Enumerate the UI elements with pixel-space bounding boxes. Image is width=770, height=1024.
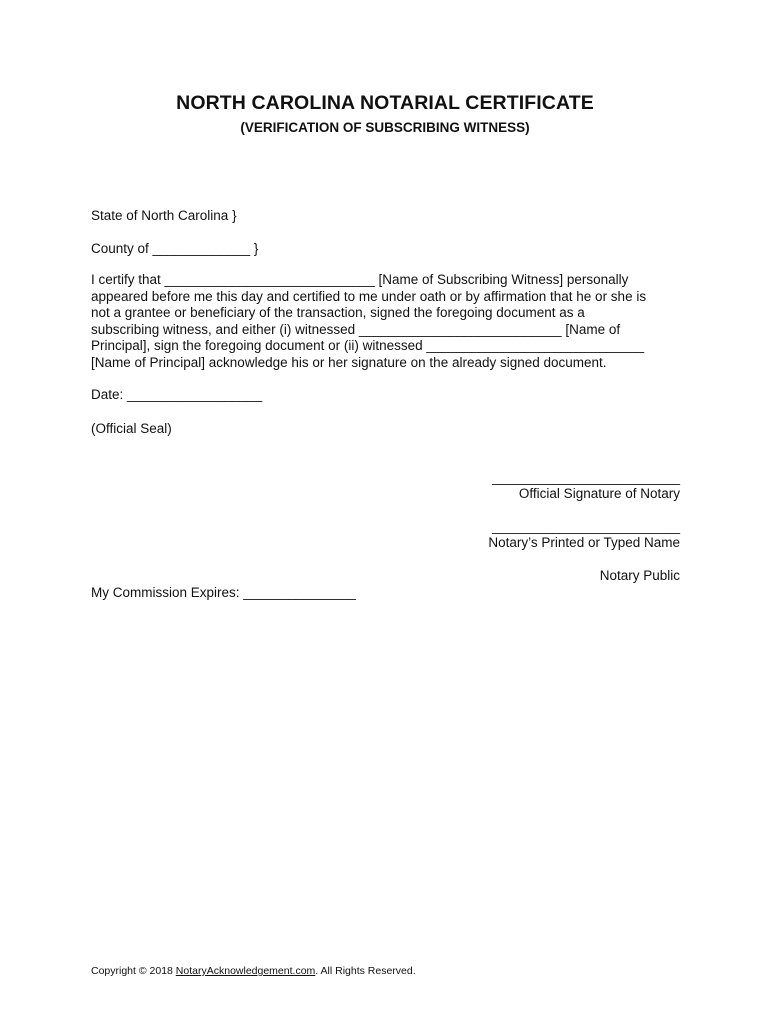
notary-public-label: Notary Public — [599, 568, 680, 583]
copyright-suffix: . All Rights Reserved. — [315, 965, 416, 977]
official-seal-label: (Official Seal) — [91, 421, 172, 436]
signature-blank: _________________________ — [492, 470, 680, 485]
county-line: County of _____________ } — [91, 241, 259, 256]
notary-acknowledgement-link[interactable]: NotaryAcknowledgement.com — [175, 965, 316, 977]
signature-label: Official Signature of Notary — [518, 486, 680, 501]
document-title: NORTH CAROLINA NOTARIAL CERTIFICATE — [176, 92, 594, 114]
date-line: Date: __________________ — [91, 387, 263, 402]
copyright-footer — [91, 965, 416, 977]
commission-expires-line: My Commission Expires: _______________ — [91, 585, 356, 600]
printed-name-label: Notary’s Printed or Typed Name — [488, 535, 680, 550]
certification-paragraph: I certify that ____________________________ [Name of Subscribing Witness] personally appeared before me this day and certified to me under oath or by affirmation that he or she is not a grantee or beneficiary of the transaction, signed the foregoing document as a subscribing witness, and either (i) witnessed ___________________________ [Name of Principal], sign the foregoing document or (ii) witnessed _____________________________ [Name of Principal] acknowledge his or her signature on the already signed document. — [91, 272, 647, 370]
printed-name-blank: _________________________ — [492, 519, 680, 534]
document-subtitle: (VERIFICATION OF SUBSCRIBING WITNESS) — [240, 120, 530, 135]
copyright-prefix: Copyright © 2018 — [91, 965, 176, 977]
state-line: State of North Carolina } — [91, 208, 237, 223]
